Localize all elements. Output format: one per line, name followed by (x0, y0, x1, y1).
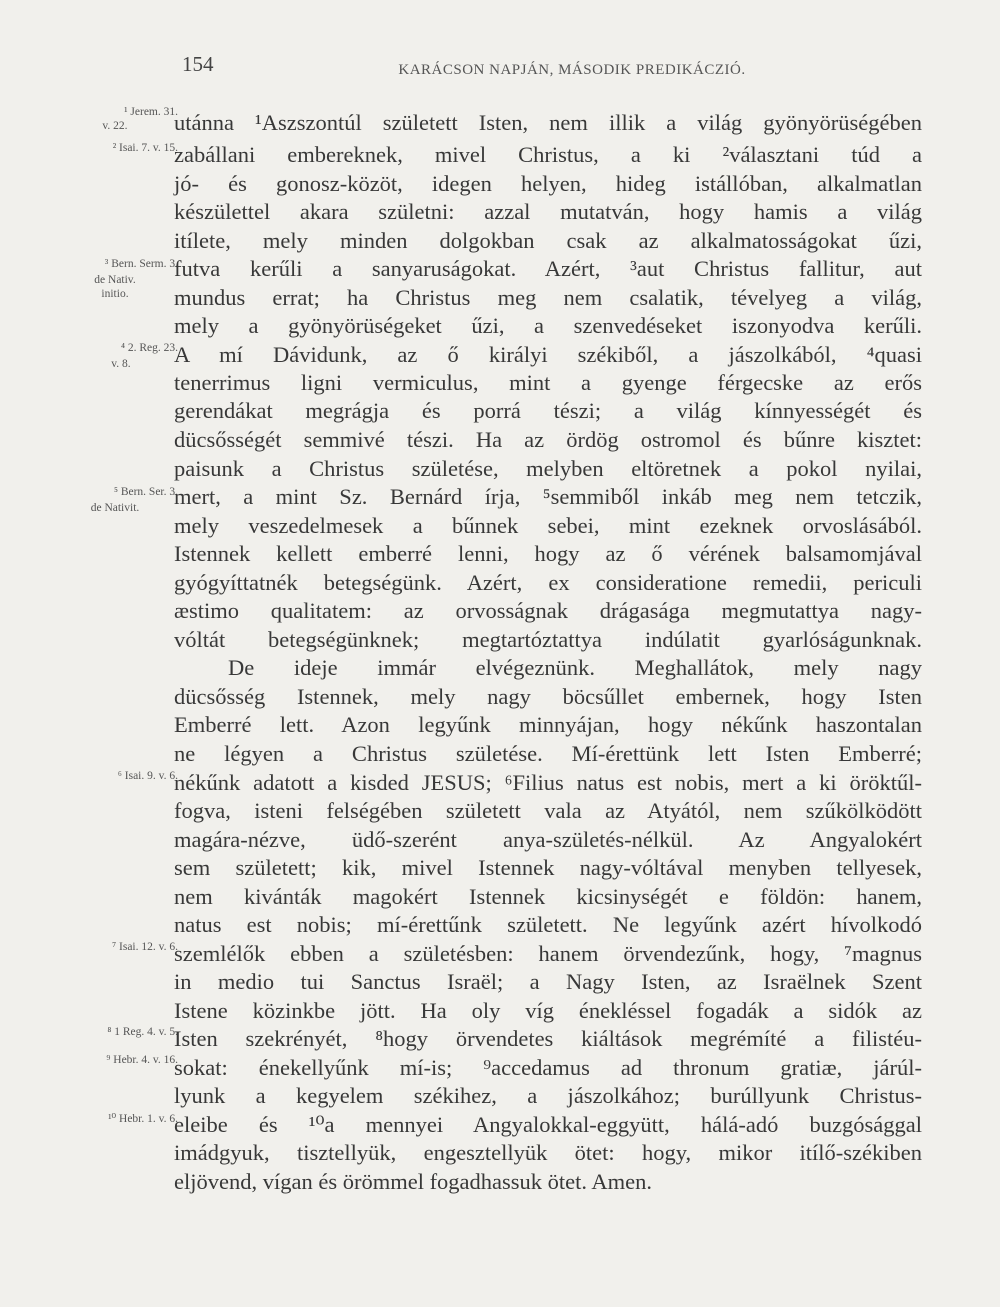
text-line: szemlélők ebben a születésben: hanem örvendezűnk, hogy, ⁷magnus (174, 941, 922, 966)
text-line: Emberré lett. Azon legyűnk minnyájan, hogy nékűnk haszontalan (174, 712, 922, 737)
margin-note: ⁵ Bern. Ser. 3. (113, 486, 178, 498)
page-number: 154 (182, 52, 214, 76)
margin-note: ⁷ Isai. 12. v. 6. (112, 941, 178, 953)
margin-note: de Nativit. (90, 502, 140, 514)
text-line: ne légyen a Christus születése. Mí-érettünk lett Isten Emberré; (174, 741, 922, 766)
margin-note: ⁸ 1 Reg. 4. v. 5. (107, 1026, 178, 1038)
margin-note: ¹⁰ Hebr. 1. v. 6. (108, 1113, 178, 1125)
text-line: vóltát betegségünknek; megtartóztattya indúlatit gyarlóságunknak. (174, 627, 922, 652)
text-line: magára-nézve, üdő-szerént anya-születés-nélkül. Az Angyalokért (174, 827, 922, 852)
text-line: jó- és gonosz-közöt, idegen helyen, hideg istállóban, alkalmatlan (174, 171, 922, 196)
text-line: mert, a mint Sz. Bernárd írja, ⁵semmiből inkáb meg nem tetczik, (174, 484, 922, 509)
text-line: dücsősségét semmivé tészi. Ha az ördög ostromol és bűnre kisztet: (174, 427, 922, 452)
text-line: in medio tui Sanctus Israël; a Nagy Isten, az Israëlnek Szent (174, 969, 922, 994)
text-line: tenerrimus ligni vermiculus, mint a gyenge férgecske az erős (174, 370, 922, 395)
text-line: Istene közinkbe jött. Ha oly víg énekléssel fogadák a sidók az (174, 998, 922, 1023)
text-line: itílete, mely minden dolgokban csak az alkalmatosságokat űzi, (174, 228, 922, 253)
text-line: nem kivánták magokért Istennek kicsinységét e földön: hanem, (174, 884, 922, 909)
margin-note: ³ Bern. Serm. 3. (104, 258, 178, 270)
text-line: fogva, isteni felségében született vala az Atyától, nem szűkölködött (174, 798, 922, 823)
text-line: futva kerűli a sanyaruságokat. Azért, ³aut Christus fallitur, aut (174, 256, 922, 281)
text-line: gyógyíttatnék betegségünk. Azért, ex consideratione remedii, periculi (174, 570, 922, 595)
margin-note: v. 22. (102, 120, 128, 132)
text-line: mely veszedelmesek a bűnnek sebei, mint ezeknek orvoslásából. (174, 513, 922, 538)
text-line: zabállani embereknek, mivel Christus, a ki ²választani túd a (174, 142, 922, 167)
running-title: KARÁCSON NAPJÁN, MÁSODIK PREDIKÁCZIÓ. (398, 62, 746, 78)
text-line: De ideje immár elvégeznünk. Meghallátok, mely nagy (228, 655, 922, 680)
margin-note: ⁴ 2. Reg. 23. (120, 342, 178, 354)
margin-note: initio. (101, 288, 129, 300)
margin-note: ⁶ Isai. 9. v. 6. (117, 770, 178, 782)
text-line: sokat: énekellyűnk mí-is; ⁹accedamus ad thronum gratiæ, járúl- (174, 1055, 922, 1080)
text-line: Istennek kellett emberré lenni, hogy az ő vérének balsamomjával (174, 541, 922, 566)
text-line: utánna ¹Aszszontúl született Isten, nem illik a világ gyönyörüségében (174, 110, 922, 135)
margin-note: de Nativ. (94, 274, 136, 286)
text-line: dücsősség Istennek, mely nagy böcsűllet embernek, hogy Isten (174, 684, 922, 709)
text-line: æstimo qualitatem: az orvosságnak drágasága megmutattya nagy- (174, 598, 922, 623)
margin-note: v. 8. (111, 358, 131, 370)
page-header (182, 52, 922, 86)
text-line: natus est nobis; mí-érettűnk született. Ne legyűnk azért hívolkodó (174, 912, 922, 937)
text-line: imádgyuk, tisztellyük, engesztellyük ötet: hogy, mikor itílő-székiben (174, 1140, 922, 1165)
text-line: A mí Dávidunk, az ő királyi székiből, a jászolkából, ⁴quasi (174, 342, 922, 367)
text-line: eleibe és ¹⁰a mennyei Angyalokkal-eggyütt, hálá-adó buzgósággal (174, 1112, 922, 1137)
text-line: gerendákat megrágja és porrá tészi; a világ kínnyességét és (174, 398, 922, 423)
margin-note: ¹ Jerem. 31. (124, 106, 178, 118)
text-line: mundus errat; ha Christus meg nem csalatik, tévelyeg a világ, (174, 285, 922, 310)
text-line: nékűnk adatott a kisded JESUS; ⁶Filius natus est nobis, mert a ki öröktűl- (174, 770, 922, 795)
text-line: Isten szekrényét, ⁸hogy örvendetes kiáltások megrémíté a filistéu- (174, 1026, 922, 1051)
text-line: paisunk a Christus születése, melyben eltöretnek a pokol nyilai, (174, 456, 922, 481)
margin-note: ² Isai. 7. v. 15. (112, 142, 178, 154)
text-line: készülettel akara születni: azzal mutatván, hogy hamis a világ (174, 199, 922, 224)
text-line: eljövend, vígan és örömmel fogadhassuk ötet. Amen. (174, 1169, 653, 1194)
text-line: mely a gyönyörüségeket űzi, a szenvedéseket iszonyodva kerűli. (174, 313, 922, 338)
margin-note: ⁹ Hebr. 4. v. 16. (106, 1054, 178, 1066)
text-line: sem született; kik, mivel Istennek nagy-vóltával menyben tellyesek, (174, 855, 922, 880)
text-line: lyunk a kegyelem székihez, a jászolkához; burúllyunk Christus- (174, 1083, 922, 1108)
